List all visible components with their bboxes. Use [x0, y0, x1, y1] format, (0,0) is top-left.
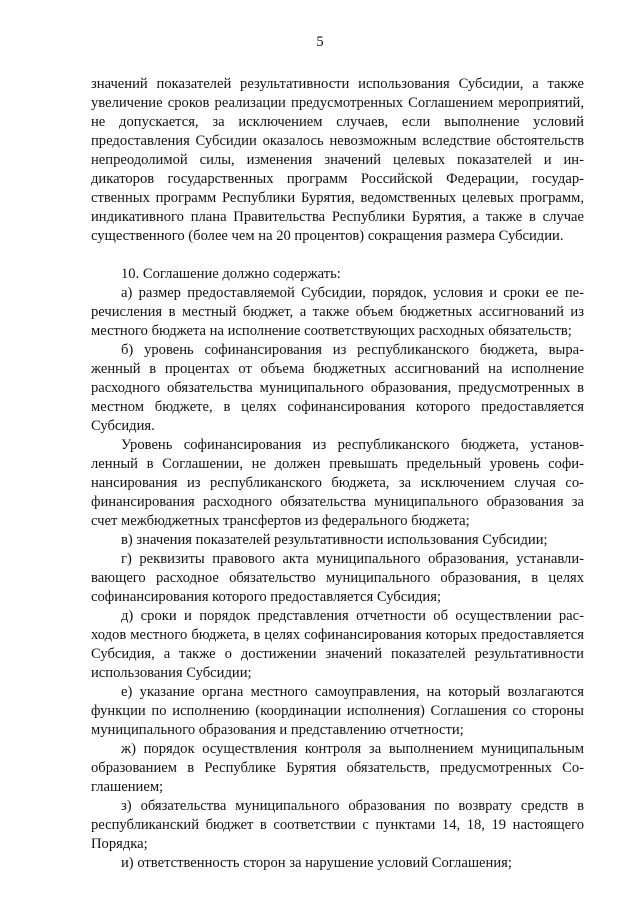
- paragraph-clause-10: 10. Соглашение должно содержать:: [121, 266, 341, 282]
- paragraph-item-g: г) реквизиты правового акта муниципального образования, устанавливающего расходное обязательство муниципального образования, в целях софинансирования которого предоставляется Субсидия;: [91, 551, 584, 605]
- paragraph-item-a: а) размер предоставляемой Субсидии, порядок, условия и сроки ее перечисления в местный бюджет, а также объем бюджетных ассигнований из местного бюджета на исполнение соответствующих расходных обязательств;: [91, 285, 584, 339]
- paragraph-item-b: б) уровень софинансирования из республиканского бюджета, выраженный в процентах от объема бюджетных ассигнований на исполнение расходного обязательства муниципального образования, предусмотренных в местном бюджете, в целях софинансирования которого предоставляется Субсидия.: [91, 342, 584, 434]
- paragraph-item-zh: ж) порядок осуществления контроля за выполнением муниципальным образованием в Республике Бурятия обязательств, предусмотренных Соглашением;: [91, 741, 584, 795]
- document-body: [91, 75, 584, 873]
- paragraph-item-d: д) сроки и порядок представления отчетности об осуществлении расходов местного бюджета, в целях софинансирования которых предоставляется Субсидия, а также о достижении значений показателей результативности использования Субсидии;: [91, 608, 584, 681]
- paragraph-continuation: значений показателей результативности использования Субсидии, а также увеличение сроков реализации предусмотренных Соглашением мероприятий, не допускается, за исключением случаев, если выполнение условий предоставления Субсидии оказалось невозможным вследствие обстоятельств непреодолимой силы, изменения значений целевых показателей и индикаторов государственных программ Российской Федерации, государственных программ Республики Бурятия, ведомственных целевых программ, индикативного плана Правительства Республики Бурятия, а также в случае существенного (более чем на 20 процентов) сокращения размера Субсидии.: [91, 76, 584, 244]
- page-number: 5: [316, 34, 324, 50]
- paragraph-item-v: в) значения показателей результативности использования Субсидии;: [121, 532, 548, 548]
- paragraph-cofinancing-level: Уровень софинансирования из республиканского бюджета, установленный в Соглашении, не должен превышать предельный уровень софинансирования из республиканского бюджета, за исключением случая софинансирования расходного обязательства муниципального образования за счет межбюджетных трансфертов из федерального бюджета;: [91, 437, 584, 529]
- paragraph-item-e: е) указание органа местного самоуправления, на который возлагаются функции по исполнению (координации исполнения) Соглашения со стороны муниципального образования и представлению отчетности;: [91, 684, 584, 738]
- paragraph-item-i: и) ответственность сторон за нарушение условий Соглашения;: [121, 855, 512, 871]
- paragraph-item-z: з) обязательства муниципального образования по возврату средств в республиканский бюджет в соответствии с пунктами 14, 18, 19 настоящего Порядка;: [91, 798, 584, 852]
